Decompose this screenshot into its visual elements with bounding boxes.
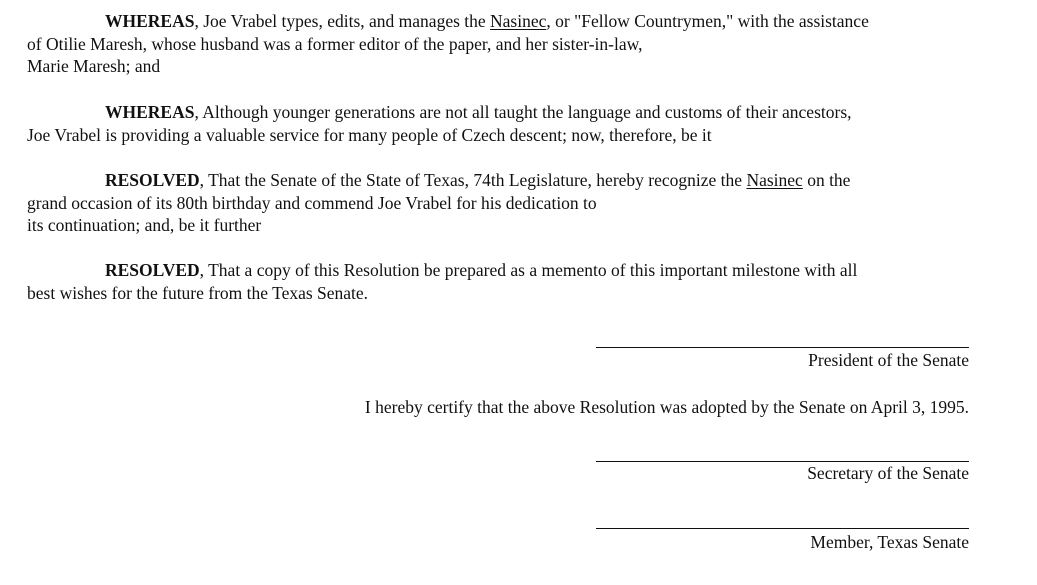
newspaper-name: Nasinec (490, 11, 547, 31)
whereas-paragraph-2 (27, 101, 972, 146)
line-text: , Although younger generations are not all taught the language and customs of their ancestors, (194, 102, 852, 122)
line-text: , That a copy of this Resolution be prepared as a memento of this important milestone with all (199, 260, 858, 280)
certification-text: I hereby certify that the above Resolution was adopted by the Senate on April 3, 1995. (364, 397, 969, 417)
newspaper-name: Nasinec (746, 170, 803, 190)
president-label: President of the Senate (808, 350, 969, 370)
president-signature-line (596, 347, 969, 348)
resolved-paragraph-1 (27, 169, 972, 237)
paragraph-line: Joe Vrabel is providing a valuable service for many people of Czech descent; now, therefore, be it (27, 124, 712, 145)
member-label: Member, Texas Senate (810, 532, 969, 552)
secretary-signature-line (596, 461, 969, 462)
secretary-label: Secretary of the Senate (807, 463, 969, 483)
keyword: RESOLVED (105, 260, 200, 280)
paragraph-line: grand occasion of its 80th birthday and commend Joe Vrabel for his dedication to (27, 192, 597, 213)
line-text: on the (802, 170, 851, 190)
keyword: RESOLVED (105, 170, 200, 190)
line-text: , Joe Vrabel types, edits, and manages the (194, 11, 491, 31)
paragraph-line (27, 10, 972, 33)
line-text: , That the Senate of the State of Texas, 74th Legislature, hereby recognize the (199, 170, 747, 190)
paragraph-line: its continuation; and, be it further (27, 215, 262, 236)
paragraph-line: of Otilie Maresh, whose husband was a former editor of the paper, and her sister-in-law, (27, 33, 643, 54)
paragraph-line: best wishes for the future from the Texas Senate. (27, 282, 369, 303)
paragraph-line (27, 101, 972, 124)
keyword: WHEREAS (105, 11, 195, 31)
whereas-paragraph-1 (27, 10, 972, 78)
paragraph-line (27, 259, 972, 282)
keyword: WHEREAS (105, 102, 195, 122)
paragraph-line (27, 169, 972, 192)
line-text: , or "Fellow Countrymen," with the assistance (546, 11, 869, 31)
member-signature-line (596, 528, 969, 529)
resolved-paragraph-2 (27, 259, 972, 304)
paragraph-line: Marie Maresh; and (27, 56, 161, 77)
